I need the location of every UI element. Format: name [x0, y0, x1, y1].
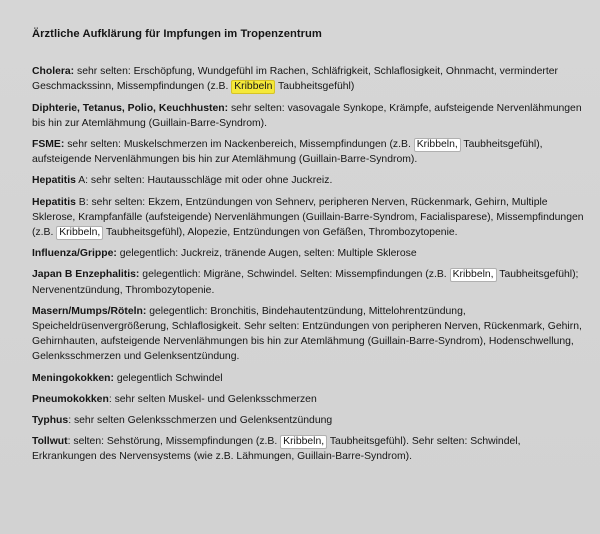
entry-heading: Hepatitis — [32, 175, 76, 187]
highlight-kribbeln: Kribbeln, — [450, 268, 497, 282]
entry-heading: Masern/Mumps/Röteln: — [32, 305, 147, 317]
entry-text: Taubheitsgefühl), Alopezie, Entzündungen von Gefäßen, Thrombozytopenie. — [103, 227, 458, 239]
entry-text: sehr selten: Muskelschmerzen im Nackenbereich, Missempfindungen (z.B. — [64, 139, 414, 151]
entry-hepatitis-a — [32, 173, 586, 188]
entry-text: sehr selten: Erschöpfung, Wundgefühl im Rachen, Schläfrigkeit, Schlaflosigkeit, Ohnmacht, verminderter Geschmackssinn, Missempfindungen (z.B. — [32, 66, 558, 93]
entry-heading: Japan B Enzephalitis: — [32, 269, 140, 281]
entry-masern — [32, 304, 586, 365]
entry-tollwut — [32, 434, 586, 464]
entry-diphterie — [32, 101, 586, 131]
highlight-kribbeln: Kribbeln, — [280, 435, 327, 449]
entry-text: A: sehr selten: Hautausschläge mit oder ohne Juckreiz. — [75, 175, 333, 187]
entry-typhus — [32, 413, 586, 428]
entry-pneumokokken — [32, 392, 586, 407]
entry-text: sehr selten: vasovagale Synkope, Krämpfe, aufsteigende Nervenlähmungen bis hin zur Atemlähmung (Guillain-Barre-Syndrom). — [32, 102, 582, 129]
entry-text: : sehr selten Gelenksschmerzen und Gelenksentzündung — [68, 415, 333, 427]
entry-meningokokken — [32, 371, 586, 386]
entry-text: : selten: Sehstörung, Missempfindungen (z.B. — [67, 436, 281, 448]
entry-text: Taubheitsgefühl). Sehr selten: Schwindel, Erkrankungen des Nervensystems (wie z.B. Lähmungen, Guillain-Barre-Syndrom). — [32, 436, 521, 463]
entry-heading: Meningokokken: — [32, 372, 114, 384]
entry-text: Taubheitsgefühl), aufsteigende Nervenlähmungen bis hin zur Atemlähmung (Guillain-Barre-Syndrom). — [32, 139, 543, 166]
entry-japan-b — [32, 267, 586, 297]
highlight-kribbeln: Kribbeln, — [56, 226, 103, 240]
entry-text: : sehr selten Muskel- und Gelenksschmerzen — [108, 393, 317, 405]
entry-text: gelegentlich: Bronchitis, Bindehautentzündung, Mittelohrentzündung, Speicheldrüsenvergrößerung, Schlaflosigkeit. Sehr selten: Entzündungen von peripheren Nerven, Rückenmark, Gehirn, Gehirnhauten, aufsteigende Nervenlähmungen bis hin zur Atemlähmung (Guillain-Barre-Syndrom), Hodenschwellung, Gelenksschmerzen und Gelenksentzündung. — [32, 305, 582, 363]
entry-heading: Pneumokokken — [32, 393, 109, 405]
document-title: Ärztliche Aufklärung für Impfungen im Tropenzentrum — [32, 28, 322, 40]
entry-heading: Tollwut — [32, 436, 68, 448]
entry-text: gelegentlich Schwindel — [113, 372, 223, 384]
entry-heading: Typhus — [32, 415, 69, 427]
entry-heading: FSME: — [32, 139, 65, 151]
entry-cholera — [32, 64, 586, 94]
entry-heading: Cholera: — [32, 66, 75, 78]
entry-influenza — [32, 246, 586, 261]
entry-text: gelegentlich: Juckreiz, tränende Augen, selten: Multiple Sklerose — [116, 248, 417, 260]
entry-text: gelegentlich: Migräne, Schwindel. Selten: Missempfindungen (z.B. — [139, 269, 450, 281]
entry-text: B: sehr selten: Ekzem, Entzündungen von Sehnerv, peripheren Nerven, Rückenmark, Gehirn, Multiple Sklerose, Krampfanfälle (aufsteigende) Nervenlähmungen (Guillain-Barre-Syndrom, Facialisparese), Missempfindungen (z.B. — [32, 196, 584, 239]
entry-heading: Hepatitis — [32, 196, 76, 208]
highlight-kribbeln: Kribbeln — [231, 80, 275, 94]
entry-heading: Influenza/Grippe: — [32, 248, 117, 260]
highlight-kribbeln: Kribbeln, — [414, 138, 461, 152]
entry-text: Taubheitsgefühl); Nervenentzündung, Thrombozytopenie. — [32, 269, 579, 296]
entry-heading: Diphterie, Tetanus, Polio, Keuchhusten: — [32, 102, 229, 114]
entry-text: Taubheitsgefühl) — [275, 81, 355, 93]
entry-fsme — [32, 137, 586, 167]
entry-hepatitis-b — [32, 195, 586, 241]
